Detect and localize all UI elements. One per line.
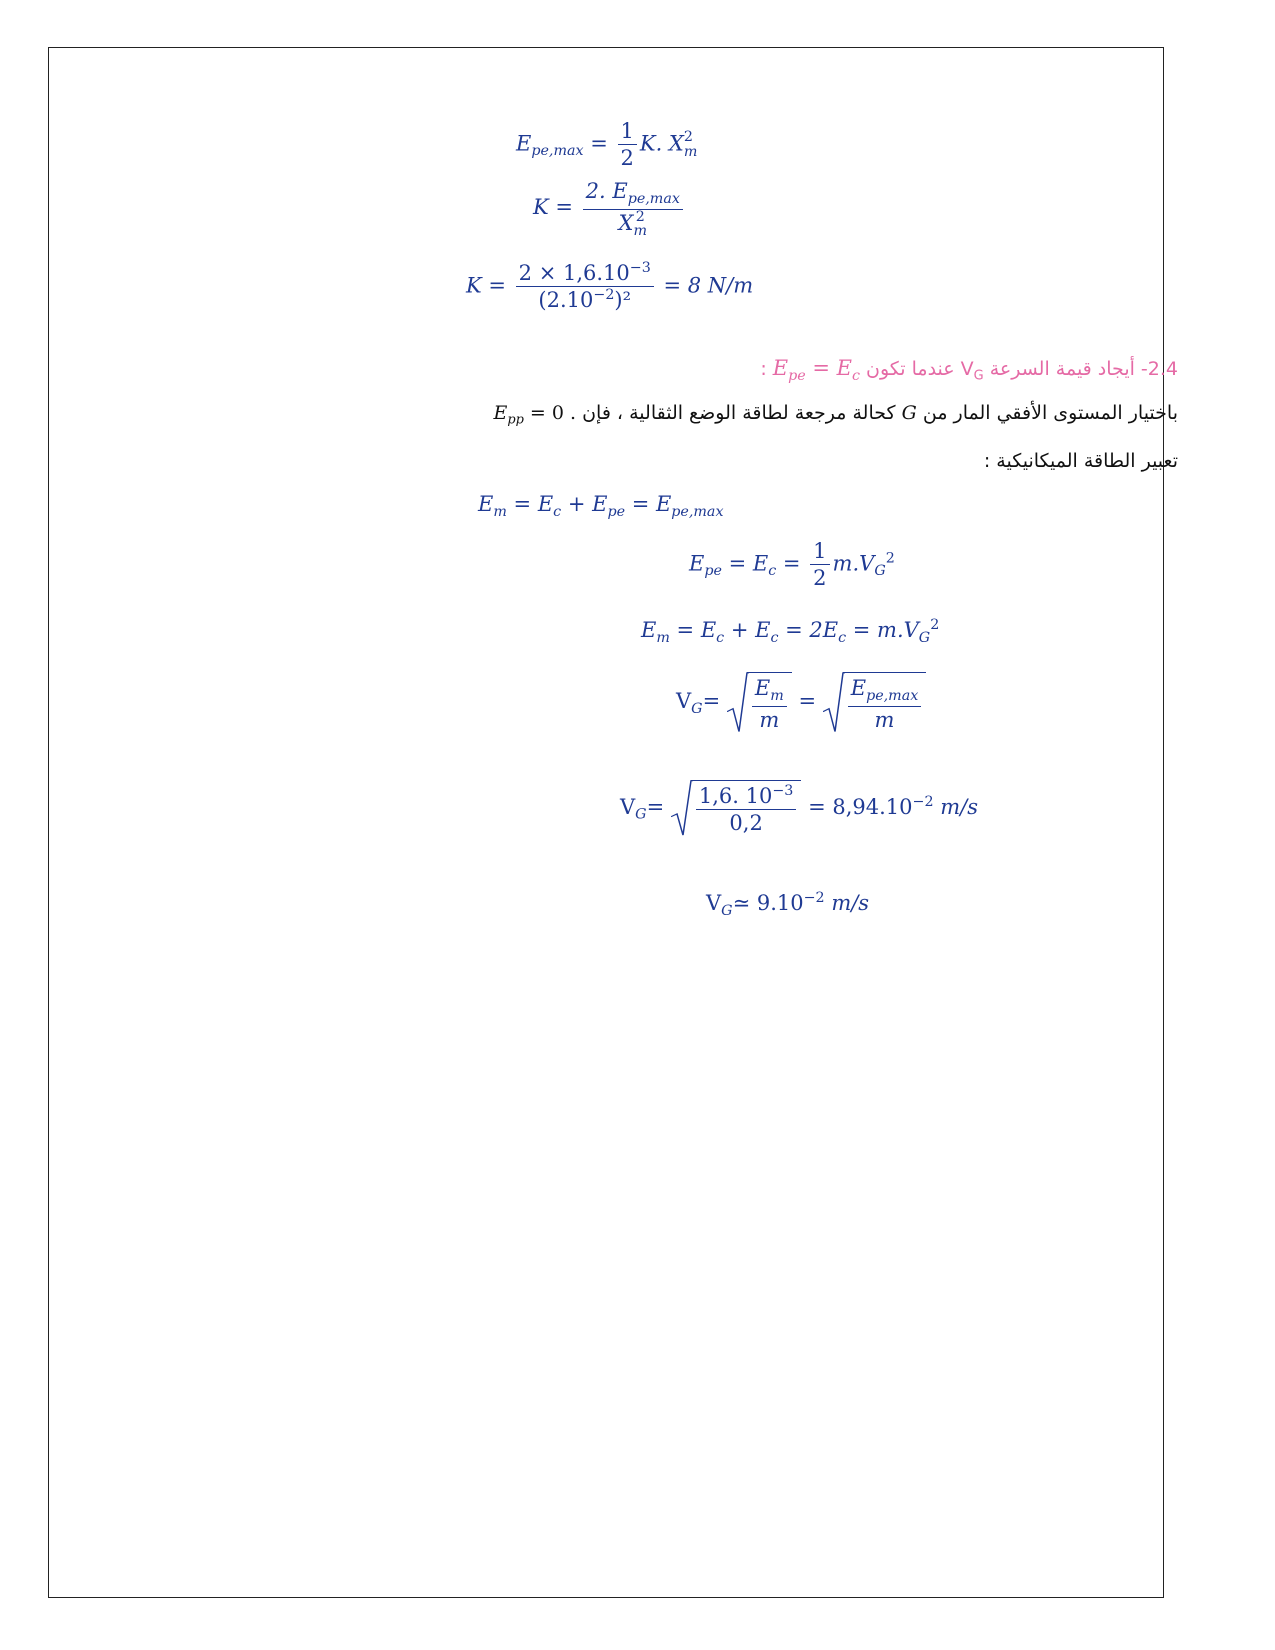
equation-k-value: K = $\frac{2 \times 1,6.10^{-3}}{(2.10^{-2})^2}$ = 8 N/m	[466, 260, 754, 313]
equation-vg-numeric: $V_G=$ $\frac{1,6. 10^{-3}}{0,2}$ = $8,94.10^{-2}$ m/s	[620, 780, 978, 837]
equation-epe-equals-ec: $E_{pe} = E_c$ = $\frac{1}{2}$ $m.V_G^2$	[689, 539, 895, 591]
reference-choice-text: باختيار المستوى الأفقي المار من G كحالة مرجعة لطاقة الوضع الثقالية ، فإن $E_{pp} = 0$ .	[493, 402, 1178, 428]
equation-epe-max: $E_{pe,max}$ = $\frac{1}{2}$ K. X 2 m	[516, 119, 698, 171]
section-heading: 2.4- أيجاد قيمة السرعة $V_G$ عندما تكون $E_{pe} = E_c$ :	[760, 356, 1178, 384]
equation-k-formula: K = 2. $E_{pe,max}$ X 2 m	[533, 178, 686, 239]
equation-em-2ec: $E_m = E_c + E_c = 2E_c = m.V_G^2$	[641, 617, 940, 646]
equation-vg-sqrt: $V_G=$ $\frac{E_m}{m}$ = $\frac{E_{pe,max}}{m}$	[676, 672, 926, 733]
mechanical-energy-label: تعبير الطاقة الميكانيكية :	[983, 450, 1178, 472]
equation-em-sum: $E_m = E_c + E_{pe} = E_{pe,max}$	[478, 492, 724, 520]
equation-vg-approx: $V_G≃$ $9.10^{-2}$ m/s	[706, 890, 870, 919]
